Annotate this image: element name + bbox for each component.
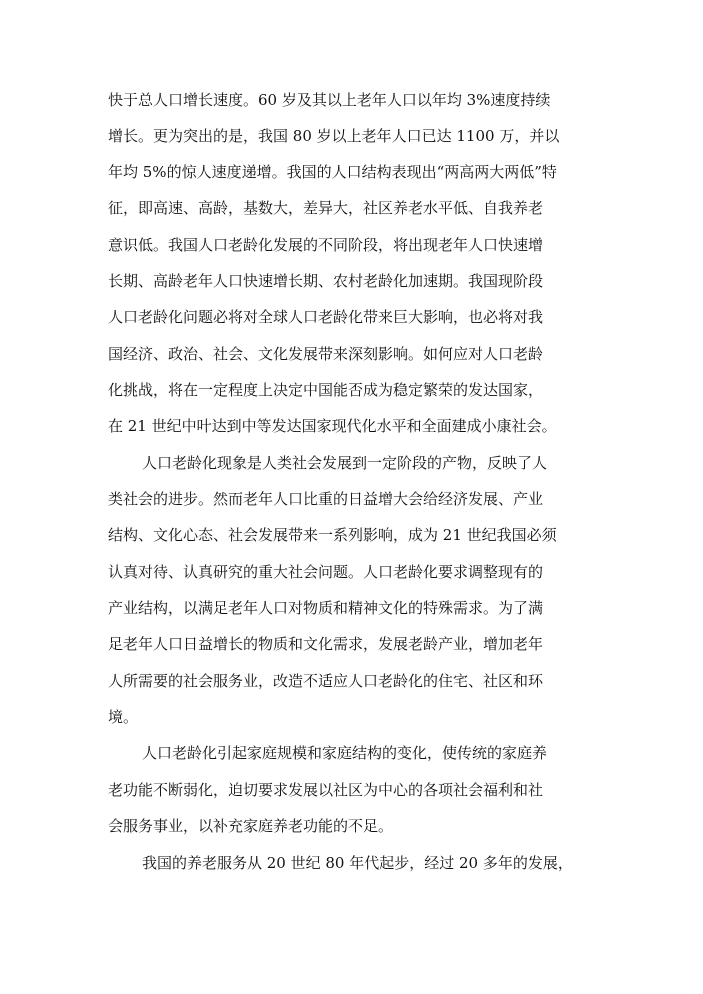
text-line-1: 快于总人口增长速度。60 岁及其以上老年人口以年均 3%速度持续 <box>108 91 551 109</box>
text-line-20: 老功能不断弱化，迫切要求发展以社区为中心的各项社会福利和社 <box>108 781 544 799</box>
text-line-12: 类社会的进步。然而老年人口比重的日益增大会给经济发展、产业 <box>108 490 544 508</box>
text-line-19: 人口老龄化引起家庭规模和家庭结构的变化，使传统的家庭养 <box>142 744 548 762</box>
text-line-7: 人口老龄化问题必将对全球人口老龄化带来巨大影响，也必将对我 <box>108 308 544 326</box>
text-line-18: 境。 <box>108 708 139 726</box>
text-line-14: 认真对待、认真研究的重大社会问题。人口老龄化要求调整现有的 <box>108 563 544 581</box>
text-line-8: 国经济、政治、社会、文化发展带来深刻影响。如何应对人口老龄 <box>108 345 544 363</box>
text-line-6: 长期、高龄老年人口快速增长期、农村老龄化加速期。我国现阶段 <box>108 272 544 290</box>
text-line-21: 会服务事业，以补充家庭养老功能的不足。 <box>108 817 394 835</box>
text-line-9: 化挑战，将在一定程度上决定中国能否成为稳定繁荣的发达国家， <box>108 381 544 399</box>
text-line-22: 我国的养老服务从 20 世纪 80 年代起步，经过 20 多年的发展， <box>142 854 573 872</box>
text-line-16: 足老年人口日益增长的物质和文化需求，发展老龄产业，增加老年 <box>108 635 544 653</box>
text-line-13: 结构、文化心态、社会发展带来一系列影响，成为 21 世纪我国必须 <box>108 526 557 544</box>
text-line-5: 意识低。我国人口老龄化发展的不同阶段，将出现老年人口快速增 <box>108 236 544 254</box>
text-line-11: 人口老龄化现象是人类社会发展到一定阶段的产物，反映了人 <box>142 454 548 472</box>
text-line-10: 在 21 世纪中叶达到中等发达国家现代化水平和全面建成小康社会。 <box>108 417 557 435</box>
text-line-2: 增长。更为突出的是，我国 80 岁以上老年人口已达 1100 万，并以 <box>108 127 560 145</box>
text-line-17: 人所需要的社会服务业，改造不适应人口老龄化的住宅、社区和环 <box>108 672 544 690</box>
text-line-4: 征，即高速、高龄，基数大，差异大，社区养老水平低、自我养老 <box>108 199 544 217</box>
text-line-15: 产业结构，以满足老年人口对物质和精神文化的特殊需求。为了满 <box>108 599 544 617</box>
text-line-3: 年均 5%的惊人速度递增。我国的人口结构表现出“两高两大两低”特 <box>108 163 557 181</box>
